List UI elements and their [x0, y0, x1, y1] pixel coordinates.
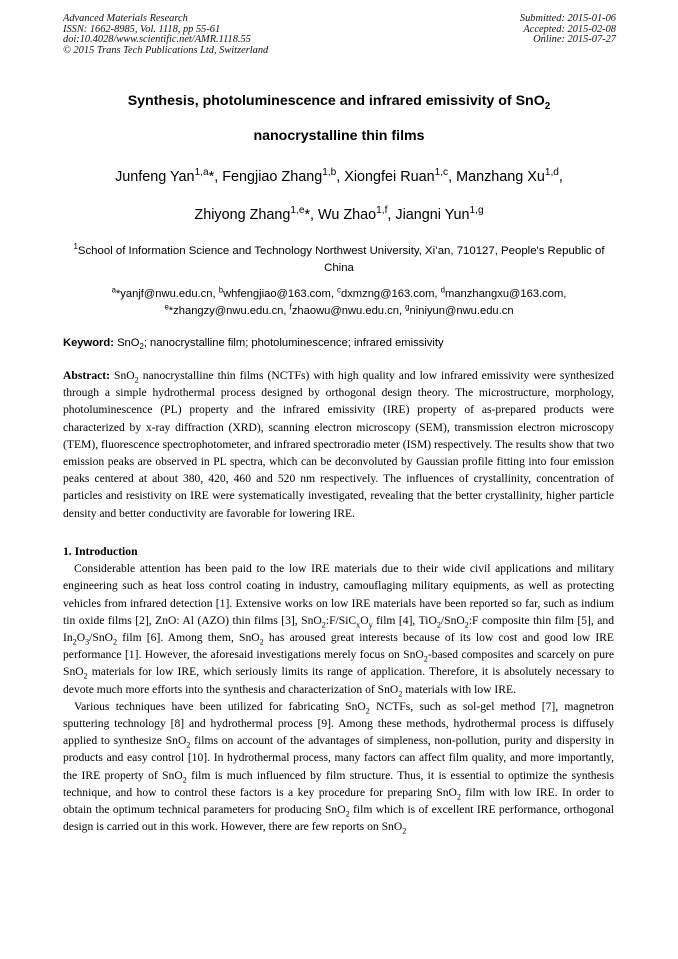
introduction-section — [63, 543, 614, 835]
author: Fengjiao Zhang$^{1,b}$, — [222, 167, 345, 185]
paragraph: Considerable attention has been paid to the low IRE materials due to their wide civil applications and military engineering such as heat loss control coating in industry, camouflaging military equipments, as well as protecting vehicles from infrared detection [1]. Extensive works on low IRE materials have been reported so far, such as indium tin oxide films [2], ZnO: Al (AZO) thin films [3], $SnO_2:F/SiC_xO_y$ film [4], TiO$_2$/SnO$_2$:F composite thin film [5], and $In_2O_3/SnO_2$ film [6]. Among them, SnO$_2$ has aroused great interests because of its low cost and good low IRE performance [1]. However, the aforesaid investigations merely focus on SnO$_2$-based composites and scarcely on pure SnO$_2$ materials for low IRE, which seriously limits its range of application. Therefore, it is absolutely necessary to devote much more efforts into the synthesis and characterization of SnO$_2$ materials with low IRE. — [63, 562, 615, 698]
author: Manzhang Xu$^{1,d}$, — [456, 167, 563, 185]
author: Jiangni Yun$^{1,g}$ — [395, 205, 484, 223]
keywords: Keyword: SnO$_2$; nanocrystalline film; photoluminescence; infrared emissivity — [63, 337, 444, 352]
email: $^e$*zhangzy@nwu.edu.cn, — [164, 302, 290, 317]
author: Xiongfei Ruan$^{1,c}$, — [344, 167, 457, 185]
paper-title — [40, 93, 638, 112]
email: $^g$niniyun@nwu.edu.cn — [405, 302, 514, 317]
journal-header — [63, 14, 268, 56]
paper-title-line-2: nanocrystalline thin films — [253, 128, 425, 144]
section-heading: 1. Introduction — [63, 545, 138, 558]
email-list — [40, 286, 638, 320]
keyword-label: Keyword: — [63, 337, 114, 349]
journal-name: Advanced Materials Research — [63, 13, 188, 24]
title-subscript: 2 — [544, 100, 551, 112]
email: $^b$whfengjiao@163.com, — [218, 285, 338, 300]
submitted-date: Submitted: 2015-01-06 — [519, 13, 616, 24]
authors-line-1 — [30, 169, 648, 185]
email: $^f$zhaowu@nwu.edu.cn, — [289, 302, 406, 317]
author: Zhiyong Zhang$^{1,e}$*, — [194, 205, 319, 223]
author: Wu Zhao$^{1,f}$, — [318, 205, 396, 223]
paragraph: Various techniques have been utilized for fabricating SnO$_2$ NCTFs, such as sol-gel method [7], magnetron sputtering technology [8] and hydrothermal process [9]. Among these methods, hydrothermal process is diffusely applied to synthesize SnO$_2$ films on account of the advantages of simpleness, non-pollution, purity and dispersity in products and easy control [10]. In hydrothermal process, many factors can affect film quality, and more importantly, the IRE property of SnO$_2$ film is much influenced by film structure. Thus, it is essential to optimize the synthesis technique, and how to control these factors is a key procedure for preparing SnO$_2$ film with low IRE. In order to obtain the optimum technical parameters for producing SnO$_2$ film which is of excellent IRE performance, orthogonal design is carried out in this work. However, there are few reports on SnO$_2$ — [63, 699, 615, 836]
abstract-text: SnO$_2$ nanocrystalline thin films (NCTFs) with high quality and low infrared emissivity were synthesized through a simple hydrothermal process designed by orthogonal design theory. The microstructure, morphology, photoluminescence (PL) property and the infrared emissivity (IRE) property of as-prepared products were characterized by x-ray diffraction (XRD), scanning electron microscopy (SEM), transmission electron microscopy (TEM), fluorescence spectrophotometer, and infrared spectroradio meter (ISM) respectively. The results show that two emission peaks are observed in PL spectra, which can be deconvoluted by Gaussian profile fitting into four emission peaks centered at about 380, 420, 460 and 520 nm respectively. The influences of crystallinity, concentration of particles and resistivity on IRE were systematically investigated, revealing that the better crystallinity, higher particle density and better conductivity are favorable for lowering IRE. — [63, 369, 615, 520]
doi-line: doi:10.4028/www.scientific.net/AMR.1118.55 — [63, 34, 251, 46]
copyright-line: © 2015 Trans Tech Publications Ltd, Switzerland — [63, 44, 269, 56]
abstract — [63, 367, 614, 522]
online-date: Online: 2015-07-27 — [533, 34, 616, 46]
author: Junfeng Yan$^{1,a}$*, — [115, 167, 223, 185]
email: $^d$manzhangxu@163.com, — [440, 285, 567, 300]
email: $^c$dxmzng@163.com, — [337, 285, 441, 300]
dates-header — [520, 14, 616, 46]
accepted-date: Accepted: 2015-02-08 — [523, 23, 616, 35]
abstract-label: Abstract: — [63, 369, 111, 382]
title-line-1: Synthesis, photoluminescence and infrared emissivity of SnO — [127, 93, 545, 109]
issn-line: ISSN: 1662-8985, Vol. 1118, pp 55-61 — [63, 23, 221, 35]
email: $^a$*yanjf@nwu.edu.cn, — [111, 285, 219, 300]
affiliation: $^1$School of Information Science and Technology Northwest University, Xi’an, 710127, People's Republic of China — [73, 242, 605, 274]
authors-line-2 — [30, 207, 648, 223]
